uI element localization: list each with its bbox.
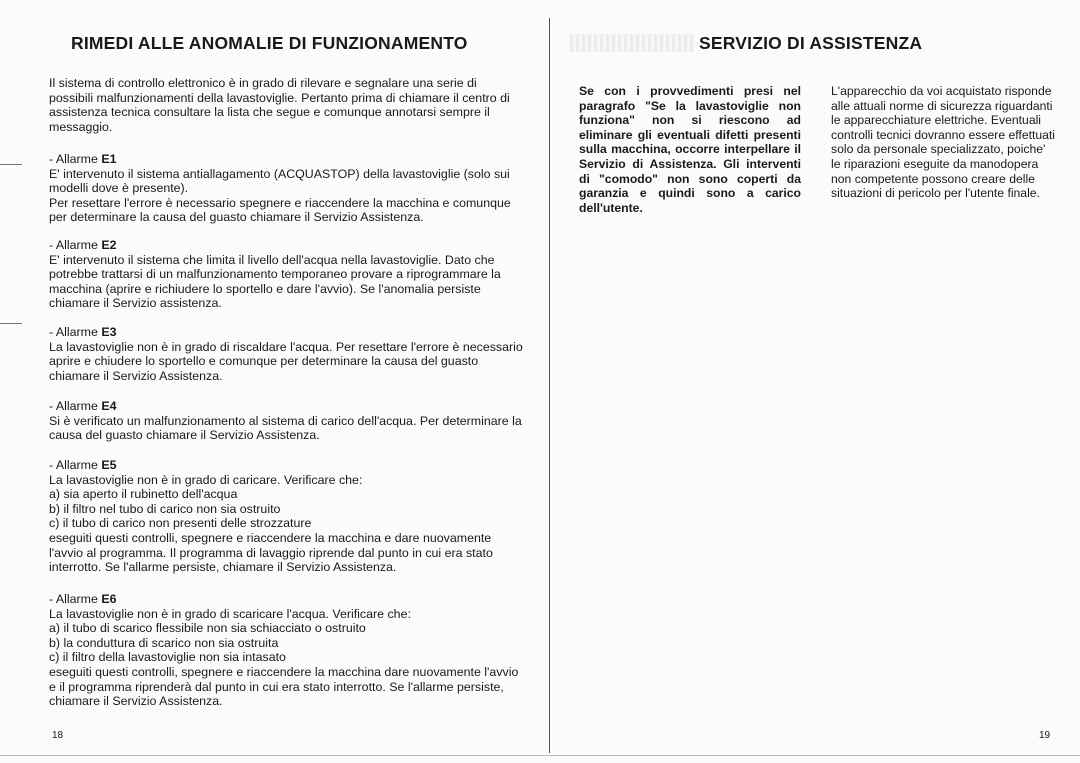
intro-paragraph: Il sistema di controllo elettronico è in grado di rilevare e segnalare una serie di possibili malfunzionamenti della lavastoviglie. Pertanto prima di chiamare il centro di assistenza tecnica consultare la lista che segue e comunque annotarsi sempre il messaggio. — [49, 76, 510, 134]
alarm-label: - Allarme — [49, 325, 102, 339]
alarm-text: Per resettare l'errore è necessario spegnere e riaccendere la macchina e comunque per determinare la causa del guasto chiamare il Servizio Assistenza. — [49, 195, 511, 225]
alarm-block — [49, 399, 524, 443]
alarm-text: a) sia aperto il rubinetto dell'acqua — [49, 487, 238, 502]
page-title: RIMEDI ALLE ANOMALIE DI FUNZIONAMENTO — [71, 33, 468, 53]
alarm-code: E1 — [101, 152, 117, 166]
page-title: SERVIZIO DI ASSISTENZA — [699, 33, 923, 53]
alarm-block — [49, 325, 524, 383]
alarm-text: b) la conduttura di scarico non sia ostruita — [49, 635, 279, 650]
alarm-code: E4 — [101, 399, 117, 413]
alarm-heading — [49, 458, 524, 473]
alarm-text: E' intervenuto il sistema che limita il livello dell'acqua nella lavastoviglie. Dato che potrebbe trattarsi di un malfunzionamento temporaneo provare a riprogrammare la macchina (aprire e richiudere lo sportello e dare l'avvio). Se l'anomalia persiste chiamare il Servizio assistenza. — [49, 252, 501, 311]
alarm-text: a) il tubo di scarico flessibile non sia schiacciato o ostruito — [49, 621, 366, 636]
alarm-label: - Allarme — [49, 592, 102, 606]
alarm-heading — [49, 325, 524, 340]
alarm-text: c) il filtro della lavastoviglie non sia intasato — [49, 650, 286, 665]
alarm-text: La lavastoviglie non è in grado di caricare. Verificare che: — [49, 472, 363, 487]
alarm-text: b) il filtro nel tubo di carico non sia ostruito — [49, 501, 281, 516]
alarm-block — [49, 458, 524, 575]
alarm-text: E' intervenuto il sistema antiallagamento (ACQUASTOP) della lavastoviglie (solo sui modelli dove è presente). — [49, 166, 510, 196]
alarm-label: - Allarme — [49, 238, 102, 252]
alarm-block — [49, 238, 524, 311]
alarm-code: E2 — [101, 238, 117, 252]
assistance-plain-column: L'apparecchio da voi acquistato risponde alle attuali norme di sicurezza riguardanti le apparecchiature elettriche. Eventuali controlli tecnici dovranno essere effettuati solo da personale specializzato, poiche' le riparazioni eseguite da manodopera non competente possono creare delle situazioni di pericolo per l'utente finale. — [831, 84, 1056, 201]
alarm-label: - Allarme — [49, 399, 102, 413]
alarm-heading — [49, 592, 524, 607]
alarm-text: eseguiti questi controlli, spegnere e riaccendere la macchina e dare nuovamente l'avvio al programma. Il programma di lavaggio riprende dal punto in cui era stato interrotto. Se l'allarme persiste, chiamare il Servizio Assistenza. — [49, 530, 493, 575]
page-fold — [549, 18, 550, 753]
alarm-text: Si è verificato un malfunzionamento al sistema di carico dell'acqua. Per determinare la causa del guasto chiamare il Servizio Assistenza. — [49, 413, 522, 443]
alarm-label: - Allarme — [49, 458, 102, 472]
alarm-text: eseguiti questi controlli, spegnere e riaccendere la macchina dare nuovamente l'avvio e il programma riprenderà dal punto in cui era stato interrotto. Se l'allarme persiste, chiamare il Servizio Assistenza. — [49, 664, 519, 709]
page-number: 19 — [1039, 730, 1051, 741]
alarm-heading — [49, 238, 524, 253]
alarm-code: E5 — [101, 458, 117, 472]
page-number: 18 — [52, 730, 64, 741]
alarm-text: La lavastoviglie non è in grado di scaricare l'acqua. Verificare che: — [49, 606, 411, 621]
right-page — [552, 0, 1080, 763]
alarm-text: La lavastoviglie non è in grado di riscaldare l'acqua. Per resettare l'errore è necessario aprire e chiudere lo sportello e comunque per determinare la causa del guasto chiamare il Servizio Assistenza. — [49, 339, 523, 383]
alarm-heading — [49, 152, 524, 167]
assistance-bold-column: Se con i provvedimenti presi nel paragrafo "Se la lavastoviglie non funziona" non si riescono ad eliminare gli eventuali difetti presenti sulla macchina, occorre interpellare il Servizio di Assistenza. Gli interventi di "comodo" non sono coperti da garanzia e quindi sono a carico dell'utente. — [579, 84, 801, 215]
alarm-code: E3 — [101, 325, 117, 339]
alarm-heading — [49, 399, 524, 414]
scan-smudge — [570, 34, 694, 52]
alarm-code: E6 — [101, 592, 117, 606]
alarm-block — [49, 592, 524, 709]
alarm-label: - Allarme — [49, 152, 102, 166]
alarm-block — [49, 152, 524, 225]
alarm-text: c) il tubo di carico non presenti delle strozzature — [49, 516, 312, 531]
